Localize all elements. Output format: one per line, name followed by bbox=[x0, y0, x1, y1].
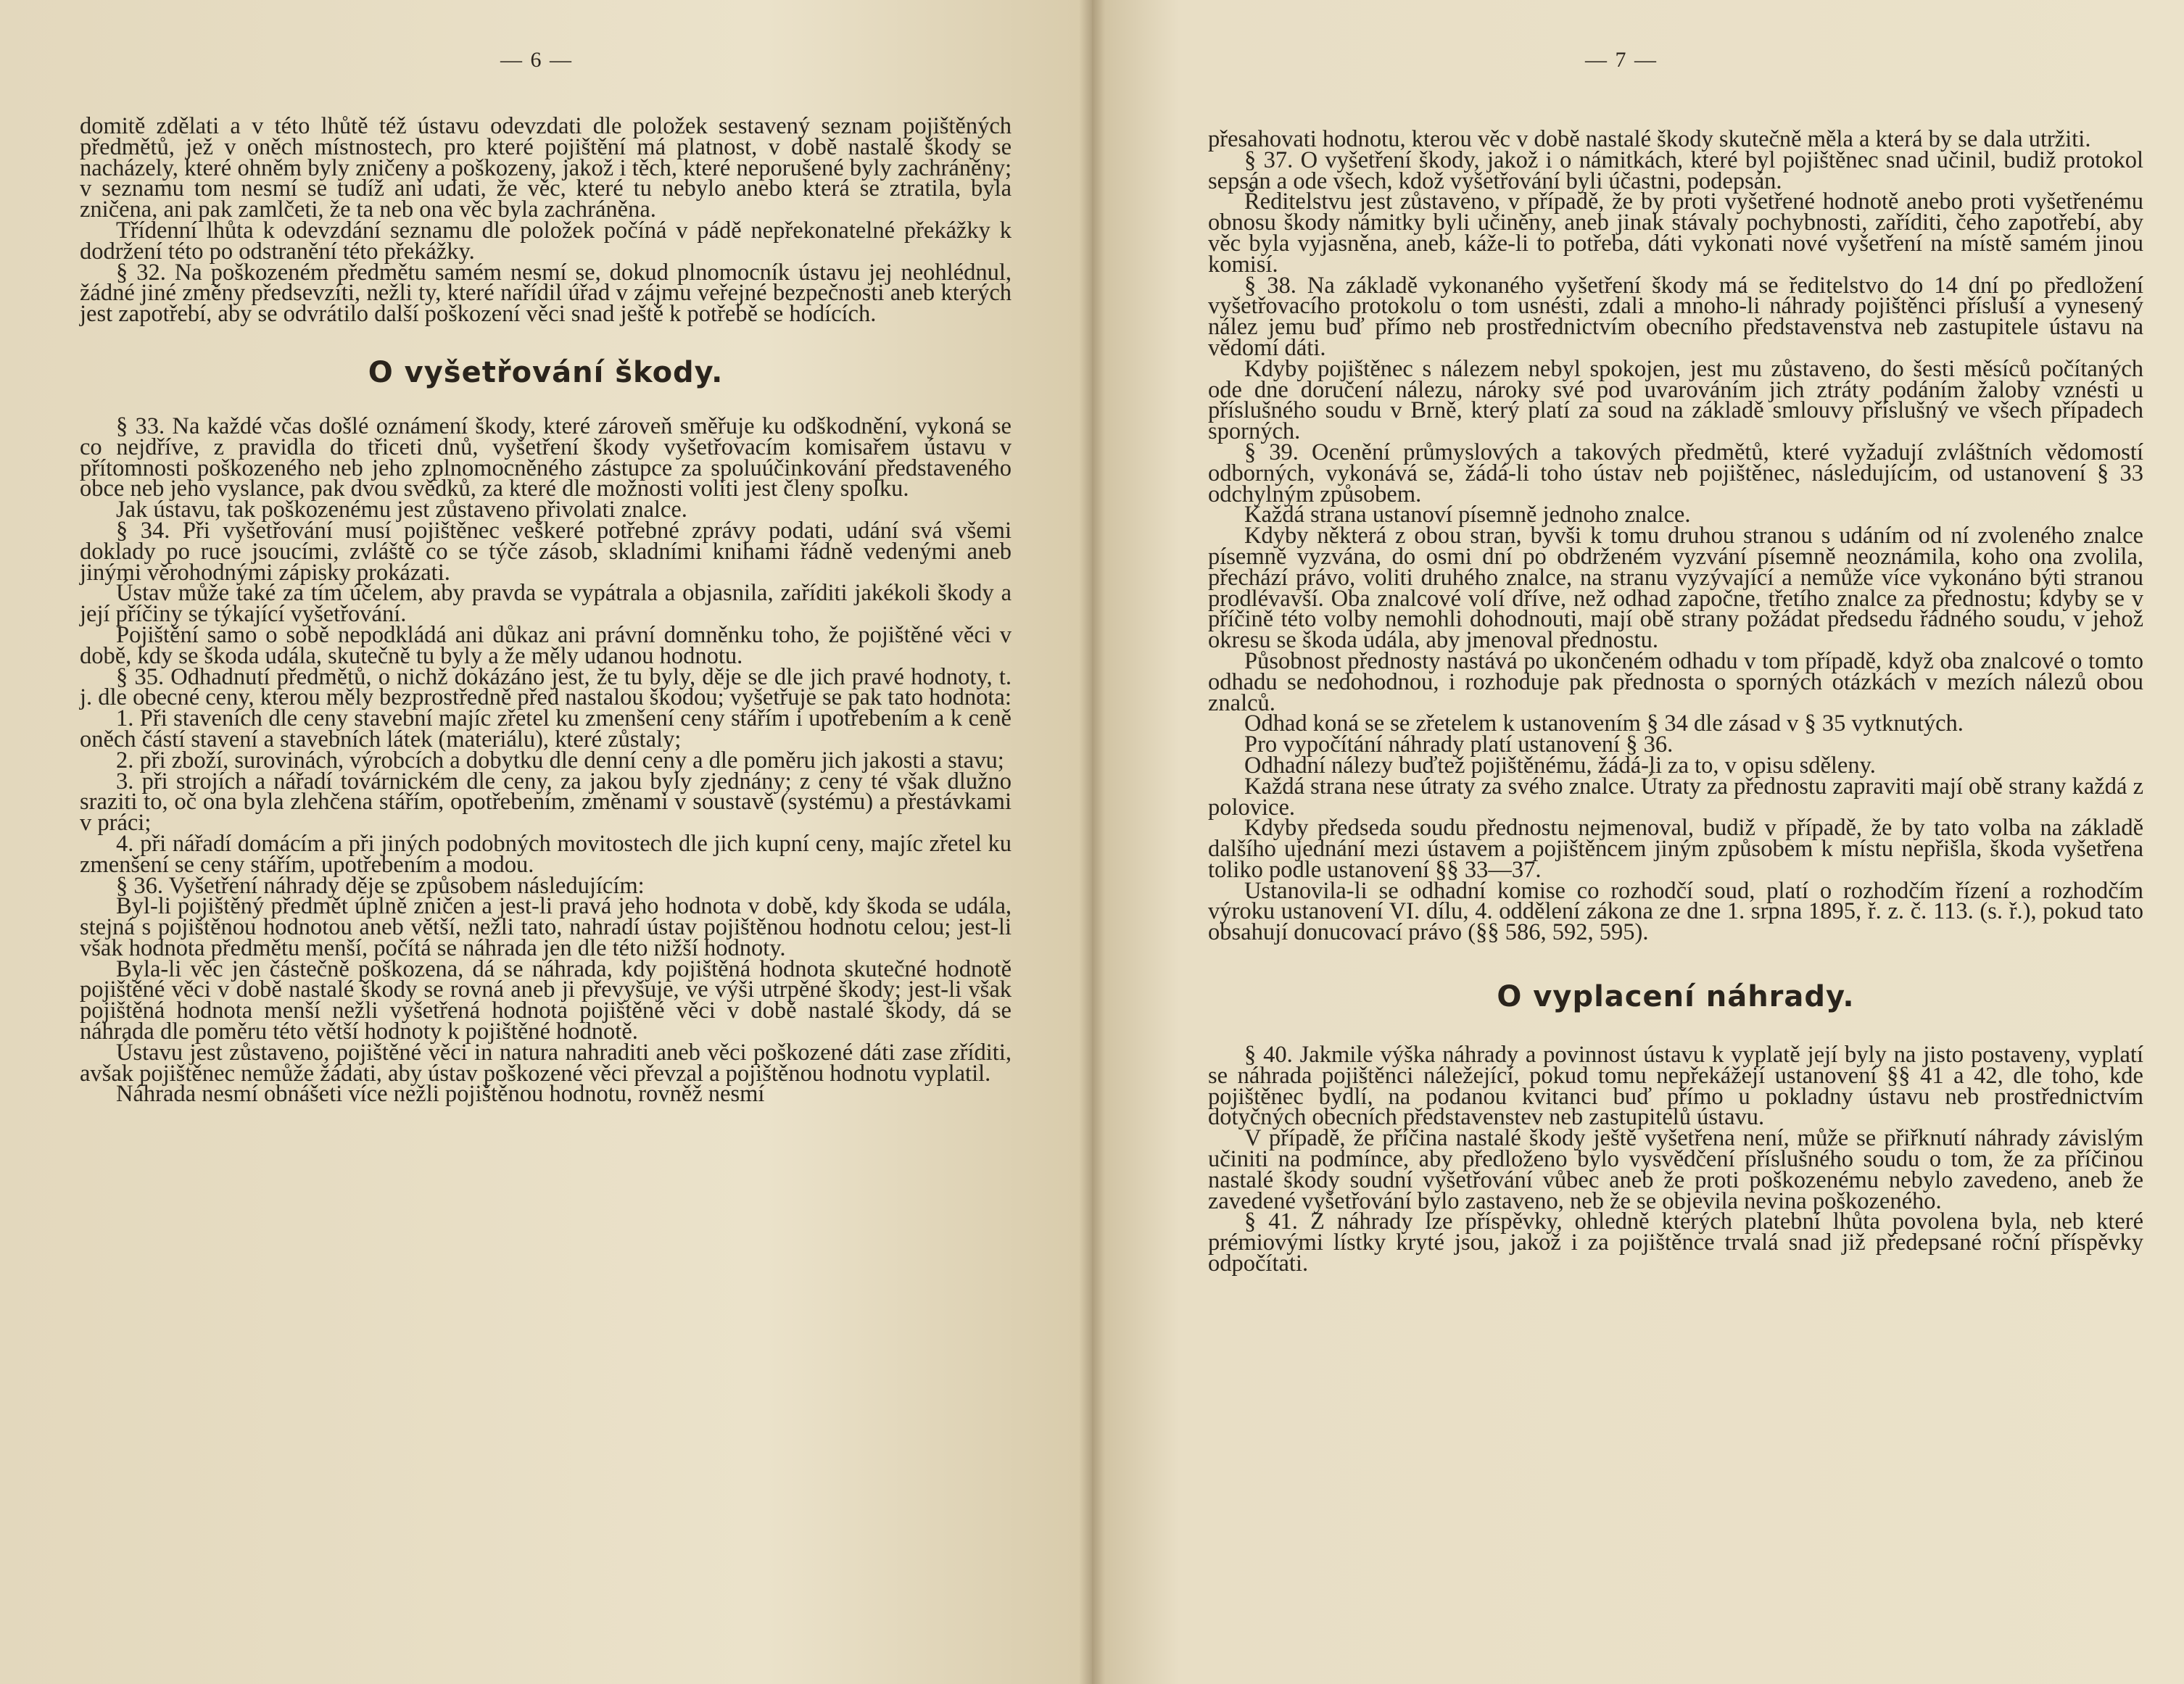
paragraph: § 35. Odhadnutí předmětů, o nichž dokázáno jest, že tu byly, děje se dle jich pravé hodnoty, t. j. dle obecné ceny, kterou měly bezprostředně před nastalou škodou; vyšetřuje se pak tato hodnota: bbox=[80, 663, 1012, 711]
paragraph: § 33. Na každé včas došlé oznámení škody, které zároveň směřuje ku odškodnění, vykoná se co nejdříve, z pravidla do třiceti dnů, vyšetření škody vyšetřovacím komisařem ústavu v přítomnosti poškozeného neb jeho zplnomocněného zástupce za spoluúčinkování představeného obce neb jeho vyslance, pak dvou svědků, za které dle možnosti voliti jest členy spolku. bbox=[80, 412, 1012, 502]
section-heading: O vyplacení náhrady. bbox=[1497, 980, 1855, 1014]
paragraph: Ředitelstvu jest zůstaveno, v případě, že by proti vyšetřené hodnotě anebo proti vyšetřenému obnosu škody námitky byli učiněny, aneb jinak stávaly pochybnosti, zaříditi, čeho zapotřebí, aby věc byla vyjasněna, aneb, káže-li to potřeba, dáti vykonati nové vyšetření na místě samém jinou komisí. bbox=[1208, 188, 2143, 278]
paragraph: § 40. Jakmile výška náhrady a povinnost ústavu k vyplatě její byly na jisto postaveny, vyplatí se náhrada pojištěnci náležející, pokud tomu nepřekážejí ustanovení §§ 41 a 42, dle toho, kde pojištěnec bydlí, na podanou kvitanci buď přímo u pokladny ústavu neb prostřednictvím dotyčných obecních představenstev neb zastupitelů ústavu. bbox=[1208, 1042, 2143, 1131]
left-page-body bbox=[80, 113, 1012, 1108]
paragraph: V případě, že příčina nastalé škody ještě vyšetřena není, může se přiřknutí náhrady závislým učiniti na podmínce, aby předloženo bylo vysvědčení příslušného soudu o tom, že za příčinou nastalé škody soudní vyšetřování vůbec aneb že proti poškozenému nebylo zavedeno, aneb že zavedené vyšetřování bylo zastaveno, neb že se objevila nevina poškozeného. bbox=[1208, 1125, 2143, 1214]
right-page bbox=[1092, 0, 2184, 1684]
paragraph: Třídenní lhůta k odevzdání seznamu dle položek počíná v pádě nepřekonatelné překážky k dodržení této po odstranění této překážky. bbox=[80, 217, 1012, 265]
paragraph: Každá strana nese útraty za svého znalce. Útraty za přednostu zapraviti mají obě strany každá z polovice. bbox=[1208, 773, 2143, 821]
paragraph: Kdyby pojištěnec s nálezem nebyl spokojen, jest mu zůstaveno, do šesti měsíců počítaných ode dne doručení nálezu, nároky své pod uvarováním jich ztráty podáním žaloby vznésti u příslušného soudu v Brně, který platí za soud na základě smlouvy příslušný ve všech případech sporných. bbox=[1208, 355, 2143, 445]
right-page-body bbox=[1208, 126, 2143, 1277]
paragraph: Odhad koná se se zřetelem k ustanovením § 34 dle zásad v § 35 vytknutých. bbox=[1244, 710, 1964, 737]
paragraph: Ústavu jest zůstaveno, pojištěné věci in natura nahraditi aneb věci poškozené dáti zase zříditi, avšak pojištěnec nemůže žádati, aby ústav poškozené věci převzal a pojištěnou hodnotu vyplatil. bbox=[80, 1039, 1012, 1087]
paragraph: Ustanovila-li se odhadní komise co rozhodčí soud, platí o rozhodčím řízení a rozhodčím výroku ustanovení VI. dílu, 4. oddělení zákona ze dne 1. srpna 1895, ř. z. č. 113. (s. ř.), pokud tato obsahují donucovací právo (§§ 586, 592, 595). bbox=[1208, 877, 2143, 946]
list-item: 1. Při staveních dle ceny stavební majíc zřetel ku zmenšení ceny stářím i upotřebením a k ceně oněch částí stavení a stavebních látek (materiálu), které zůstaly; bbox=[80, 705, 1012, 752]
paragraph: § 32. Na poškozeném předmětu samém nesmí se, dokud plnomocník ústavu jej neohlédnul, žádné jiné změny předsevzíti, nežli ty, které nařídil úřad v zájmu veřejné bezpečnosti aneb kterých jest zapotřebí, aby se odvrátilo další poškození věci snad ještě k potřebě se hodících. bbox=[80, 259, 1012, 328]
paragraph: § 41. Z náhrady lze příspěvky, ohledně kterých platební lhůta povolena byla, neb které prémiovými lístky kryté jsou, jakož i za pojištěnce trvalá snad již předepsané roční příspěvky odpočítati. bbox=[1208, 1208, 2143, 1277]
paragraph: Pro vypočítání náhrady platí ustanovení § 36. bbox=[1244, 731, 1674, 758]
paragraph: Jak ústavu, tak poškozenému jest zůstaveno přivolati znalce. bbox=[116, 497, 687, 523]
paragraph: Kdyby předseda soudu přednostu nejmenoval, budiž v případě, že by tato volba na základě dalšího ujednání mezi ústavem a pojištěncem jiným způsobem k místu nepřišla, škoda vyšetřena toliko podle ustanovení §§ 33—37. bbox=[1208, 815, 2143, 883]
paragraph: § 36. Vyšetření náhrady děje se způsobem následujícím: bbox=[116, 872, 645, 899]
paragraph: Působnost přednosty nastává po ukončeném odhadu v tom případě, když oba znalcové o tomto odhadu se nedohodnou, i rozhoduje pak přednosta o sporných otázkách v mezích nálezů obou znalců. bbox=[1208, 647, 2143, 716]
paragraph: Byla-li věc jen částečně poškozena, dá se náhrada, kdy pojištěná hodnota skutečné hodnotě pojištěné věci v době nastalé škody se rovná aneb ji převyšuje, ve výši utrpěné škody; jest-li však pojištěná hodnota menší nežli vyšetřená hodnota pojištěné věci v době nastalé škody, dá se náhrada dle poměru této větší hodnoty k pojištěné hodnotě. bbox=[80, 955, 1012, 1045]
list-item: 3. při strojích a nářadí továrnickém dle ceny, za jakou byly zjednány; z ceny té však dlužno sraziti to, oč ona byla zlehčena stářím, opotřebením, změnami v soustavě (systému) a přestávkami v práci; bbox=[80, 768, 1012, 837]
paragraph: Náhrada nesmí obnášeti více nežli pojištěnou hodnotu, rovněž nesmí bbox=[116, 1081, 765, 1108]
paragraph: Odhadní nálezy buďtež pojištěnému, žádá-li za to, v opisu sděleny. bbox=[1244, 752, 1876, 779]
paragraph: § 39. Ocenění průmyslových a takových předmětů, které vyžadují zvláštních vědomostí odborných, vykonává se, žádá-li toho ústav neb pojištěnec, následujícím, od ustanovení § 33 odchylným způsobem. bbox=[1208, 439, 2143, 507]
paragraph: Ústav může také za tím účelem, aby pravda se vypátrala a objasnila, zaříditi jakékoli škody a její příčiny se týkající vyšetřování. bbox=[80, 580, 1012, 628]
paragraph: Pojištění samo o sobě nepodkládá ani důkaz ani právní domněnku toho, že pojištěné věci v době, kdy se škoda udála, skutečně tu byly a že měly udanou hodnotu. bbox=[80, 621, 1012, 669]
paragraph: § 38. Na základě vykonaného vyšetření škody má se ředitelstvo do 14 dní po předložení vyšetřovacího protokolu o tom usnésti, zdali a mnoho-li náhrady pojištěnci přísluší a vynesený nález jemu buď přímo neb prostřednictvím obecního představenstva neb zastupitele ústavu na vědomí dáti. bbox=[1208, 272, 2143, 361]
section-heading: O vyšetřování škody. bbox=[368, 355, 724, 389]
book-gutter bbox=[1079, 0, 1105, 1684]
paragraph: Každá strana ustanoví písemně jednoho znalce. bbox=[1244, 502, 1691, 528]
paragraph: Kdyby některá z obou stran, byvši k tomu druhou stranou s udáním od ní zvoleného znalce písemně vyzvána, do osmi dní po obdrženém vyzvání písemně neoznámila, koho ona zvolila, přechází právo, voliti druhého znalce, na stranu vyzývající a nemůže více vykonáno býti stranou prodlévavší. Oba znalcové volí dříve, než odhad započne, třetího znalce za přednostu; kdyby se v příčině této volby nemohli dohodnouti, mají obě strany požádat předsedu řádného soudu, v jehož okresu se škoda udála, aby jmenoval přednostu. bbox=[1208, 523, 2143, 654]
paragraph: domitě zdělati a v této lhůtě též ústavu odevzdati dle položek sestavený seznam pojištěných předmětů, jež v oněch místnostech, pro které pojištění má platnost, v době nastalé škody se nacházely, které ohněm byly zničeny a poškozeny, jakož i těch, které neporušené byly zachráněny; v seznamu tom nesmí se tudíž ani udati, že věc, které tu nebylo anebo která se ztratila, byla zničena, ani pak zamlčeti, že ta neb ona věc byla zachráněna. bbox=[80, 113, 1012, 223]
list-item: 2. při zboží, surovinách, výrobcích a dobytku dle denní ceny a dle poměru jich jakosti a stavu; bbox=[116, 747, 1004, 773]
paragraph: Byl-li pojištěný předmět úplně zničen a jest-li pravá jeho hodnota v době, kdy škoda se udála, stejná s pojištěnou hodnotou aneb větší, nežli tato, nahradí ústav pojištěnou hodnotu celou; jest-li však hodnota předmětu menší, počítá se náhrada jen dle této nižší hodnoty. bbox=[80, 893, 1012, 961]
page-number-left: — 6 — bbox=[500, 48, 573, 72]
page-number-right: — 7 — bbox=[1585, 48, 1658, 72]
paragraph: § 34. Při vyšetřování musí pojištěnec veškeré potřebné zprávy podati, udání svá všemi doklady po ruce jsoucími, zvláště co se týče zásob, skladními knihami řádně vedenými aneb jinými věrohodnými zápisky prokázati. bbox=[80, 517, 1012, 586]
paragraph: § 37. O vyšetření škody, jakož i o námitkách, které byl pojištěnec snad učinil, budiž protokol sepsán a ode všech, kdož vyšetřování byli účastni, podepsán. bbox=[1208, 146, 2143, 194]
paragraph: přesahovati hodnotu, kterou věc v době nastalé škody skutečně měla a která by se dala utržiti. bbox=[1208, 126, 2091, 152]
list-item: 4. při nářadí domácím a při jiných podobných movitostech dle jich kupní ceny, majíc zřetel ku zmenšení se ceny stářím, upotřebením a modou. bbox=[80, 830, 1012, 878]
